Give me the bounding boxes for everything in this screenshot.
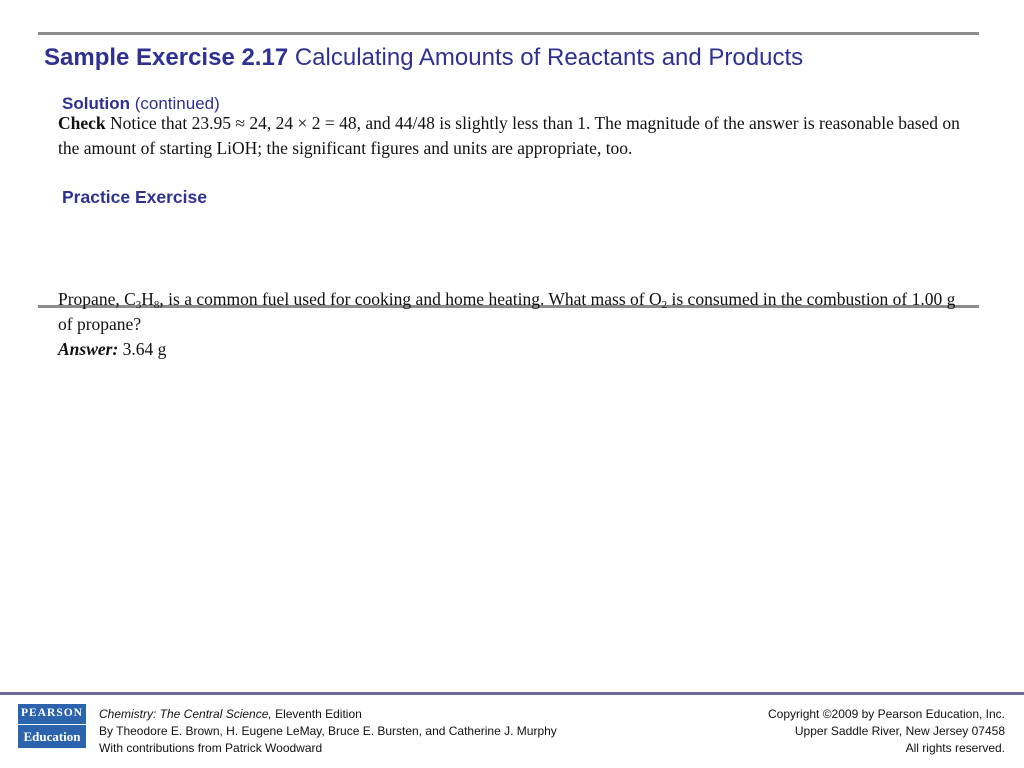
book-edition: Eleventh Edition: [275, 707, 362, 721]
answer-label: Answer:: [58, 339, 119, 359]
title-topic: Calculating Amounts of Reactants and Products: [294, 44, 804, 71]
address-line: Upper Saddle River, New Jersey 07458: [794, 724, 1005, 738]
check-paragraph: [58, 111, 968, 161]
slide-title: [44, 44, 803, 72]
pearson-logo: [18, 704, 86, 748]
rights-line: All rights reserved.: [905, 741, 1005, 755]
check-text: Notice that 23.95 ≈ 24, 24 × 2 = 48, and 44/48 is slightly less than 1. The magnitude of the answer is reasonable based on the amount of starting LiOH; the significant figures and units are appropriate, too.: [58, 113, 960, 158]
title-exercise-number: Sample Exercise 2.17: [44, 44, 289, 71]
footer-divider: [0, 692, 1024, 695]
top-divider: [38, 32, 979, 35]
logo-line-1: PEARSON: [18, 704, 86, 725]
practice-heading: Practice Exercise: [62, 187, 207, 207]
footer-book-info: [99, 706, 557, 757]
answer-line: [58, 337, 968, 362]
book-title-line: [99, 706, 557, 723]
solution-continued: (continued): [134, 94, 220, 113]
answer-value: 3.64 g: [122, 339, 167, 359]
solution-label: Solution: [62, 94, 130, 113]
footer-copyright: [768, 706, 1005, 757]
book-contributions: With contributions from Patrick Woodward: [99, 741, 323, 755]
question-text: Propane, $C_3H_8$, is a common fuel used for cooking and home heating. What mass of $O_2$ is consumed in the combustion of 1.00 g of propane?: [58, 289, 956, 334]
check-label: Check: [58, 113, 106, 133]
book-authors: By Theodore E. Brown, H. Eugene LeMay, Bruce E. Bursten, and Catherine J. Murphy: [99, 724, 557, 738]
practice-question: [58, 287, 968, 362]
copyright-line: Copyright ©2009 by Pearson Education, Inc.: [768, 707, 1005, 721]
book-title: Chemistry: The Central Science,: [99, 707, 272, 721]
logo-line-2: Education: [23, 729, 81, 744]
